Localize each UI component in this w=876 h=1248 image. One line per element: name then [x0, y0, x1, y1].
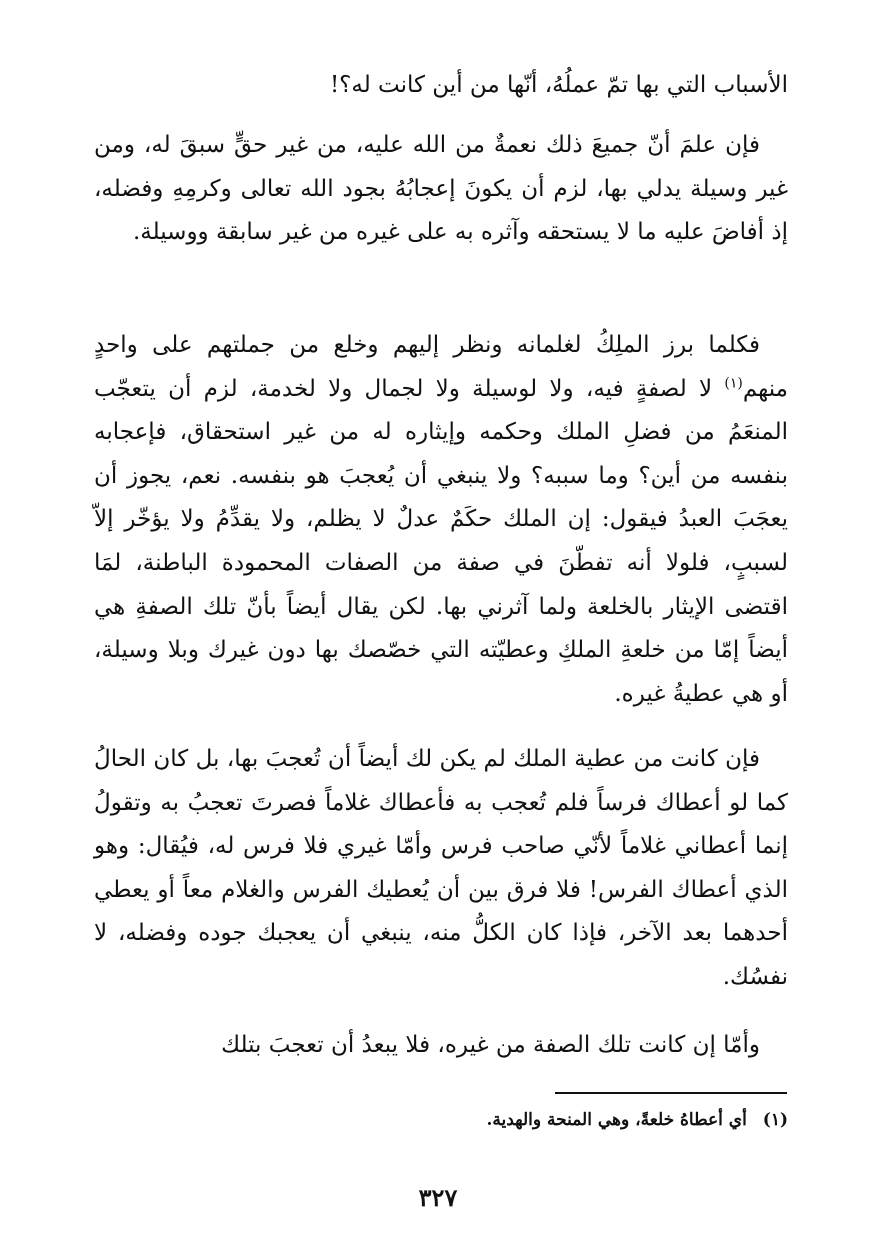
paragraph-1-text: فإن علمَ أنّ جميعَ ذلك نعمةٌ من الله عليه، من غير حقٍّ سبقَ له، ومن غير وسيلة يدلي بها، لزم أن يكونَ إعجابُهُ بجود الله تعالى وكرمِهِ وفضله، إذ أفاضَ عليه ما لا يستحقه وآثره به على غيره من غير سابقة ووسيلة. — [94, 132, 788, 246]
footnote — [300, 1106, 788, 1134]
continuation-line — [94, 64, 788, 108]
paragraph-1 — [94, 124, 788, 255]
footnote-divider — [555, 1092, 787, 1094]
paragraph-2-text — [94, 324, 788, 716]
page-number: ٣٢٧ — [418, 1183, 458, 1212]
paragraph-3-text: فإن كانت من عطية الملك لم يكن لك أيضاً أن تُعجبَ بها، بل كان الحالُ كما لو أعطاك فرساً فلم تُعجب به فأعطاك غلاماً فصرتَ تعجبُ به وتقولُ إنما أعطاني غلاماً لأنّي صاحب فرس وأمّا غيري فلا فرس له، فيُقال: وهو الذي أعطاك الفرس! فلا فرق بين أن يُعطيك الفرس والغلام معاً أو يعطي أحدهما بعد الآخر، فإذا كان الكلُّ منه، ينبغي أن يعجبك جوده وفضله، لا نفسُك. — [94, 746, 788, 990]
footnote-text: أي أعطاهُ خلعةً، وهي المنحة والهدية. — [486, 1110, 747, 1130]
footnote-reference[interactable]: (١) — [724, 374, 743, 391]
paragraph-4-text: وأمّا إن كانت تلك الصفة من غيره، فلا يبعدُ أن تعجبَ بتلك — [221, 1032, 760, 1058]
paragraph-2-text-start: فكلما برز الملِكُ لغلمانه ونظر إليهم وخلع من جملتهم على واحدٍ منهم — [94, 332, 788, 402]
paragraph-4 — [94, 1024, 788, 1068]
footnote-number: (١) — [762, 1110, 788, 1130]
paragraph-3 — [94, 738, 788, 1000]
paragraph-2 — [94, 324, 788, 716]
paragraph-2-text-end: لا لصفةٍ فيه، ولا لوسيلة ولا لجمال ولا لخدمة، لزم أن يتعجّب المنعَمُ من فضلِ الملك وحكمه وإيثاره له من غير استحقاق، فإعجابه بنفسه من أين؟ وما سببه؟ ولا ينبغي أن يُعجبَ هو بنفسه. نعم، يجوز أن يعجَبَ العبدُ فيقول: إن الملك حكَمٌ عدلٌ لا يظلم، ولا يقدِّمُ ولا يؤخّر إلاّ لسببٍ، فلولا أنه تفطّنَ في صفة من الصفات المحمودة الباطنة، لمَا اقتضى الإيثار بالخلعة ولما آثرني بها. لكن يقال أيضاً بأنّ تلك الصفةِ هي أيضاً إمّا من خلعةِ الملكِ وعطيّته التي خصّصك بها دون غيرك وبلا وسيلة، أو هي عطيةُ غيره. — [94, 375, 788, 707]
continuation-line-text: الأسباب التي بها تمّ عملُهُ، أنّها من أين كانت له؟! — [329, 72, 788, 98]
